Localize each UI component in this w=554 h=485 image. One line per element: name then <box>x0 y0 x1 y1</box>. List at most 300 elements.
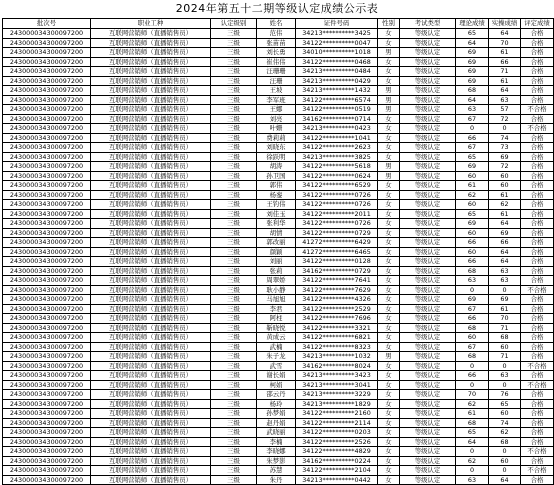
result-cell: 合格 <box>521 304 554 314</box>
table-row <box>3 371 554 381</box>
level-cell: 三级 <box>211 323 257 333</box>
name-cell: 李晓娜 <box>257 447 296 457</box>
id-number-cell: 34122**********4326 <box>296 295 378 305</box>
table-row <box>3 466 554 476</box>
practical-score-cell: 64 <box>489 219 521 229</box>
exam-type-cell: 等级认定 <box>400 38 456 48</box>
level-cell: 三级 <box>211 456 257 466</box>
level-cell: 三级 <box>211 475 257 485</box>
theory-score-cell: 65 <box>456 152 489 162</box>
table-row <box>3 228 554 238</box>
gender-cell: 女 <box>378 409 400 419</box>
id-number-cell: 34213**********3229 <box>296 390 378 400</box>
batch-number-cell: 243000034300097200 <box>3 124 91 134</box>
occupation-cell: 互联网营销师（直播销售员） <box>91 190 211 200</box>
batch-number-cell: 243000034300097200 <box>3 143 91 153</box>
batch-number-cell: 243000034300097200 <box>3 475 91 485</box>
practical-score-cell: 69 <box>489 152 521 162</box>
gender-cell: 男 <box>378 95 400 105</box>
theory-score-cell: 68 <box>456 323 489 333</box>
result-cell: 不合格 <box>521 380 554 390</box>
gender-cell: 男 <box>378 105 400 115</box>
occupation-cell: 互联网营销师（直播销售员） <box>91 276 211 286</box>
theory-score-cell: 67 <box>456 143 489 153</box>
practical-score-cell: 0 <box>489 285 521 295</box>
level-cell: 三级 <box>211 409 257 419</box>
batch-number-cell: 243000034300097200 <box>3 371 91 381</box>
name-cell: 柯娟 <box>257 380 296 390</box>
gender-cell: 女 <box>378 38 400 48</box>
exam-type-cell: 等级认定 <box>400 399 456 409</box>
table-row <box>3 171 554 181</box>
table-row <box>3 380 554 390</box>
id-number-cell: 34213**********0484 <box>296 67 378 77</box>
level-cell: 三级 <box>211 333 257 343</box>
batch-number-cell: 243000034300097200 <box>3 38 91 48</box>
level-cell: 三级 <box>211 428 257 438</box>
occupation-cell: 互联网营销师（直播销售员） <box>91 257 211 267</box>
occupation-cell: 互联网营销师（直播销售员） <box>91 38 211 48</box>
table-row <box>3 114 554 124</box>
id-number-cell: 34122**********2623 <box>296 143 378 153</box>
table-row <box>3 428 554 438</box>
practical-score-cell: 68 <box>489 333 521 343</box>
table-row <box>3 219 554 229</box>
occupation-cell: 互联网营销师（直播销售员） <box>91 171 211 181</box>
batch-number-cell: 243000034300097200 <box>3 437 91 447</box>
table-row <box>3 418 554 428</box>
batch-number-cell: 243000034300097200 <box>3 181 91 191</box>
result-cell: 合格 <box>521 418 554 428</box>
gender-cell: 女 <box>378 295 400 305</box>
id-number-cell: 34122**********6529 <box>296 181 378 191</box>
name-cell: 谢长娟 <box>257 371 296 381</box>
theory-score-cell: 63 <box>456 105 489 115</box>
occupation-cell: 互联网营销师（直播销售员） <box>91 114 211 124</box>
practical-score-cell: 64 <box>489 247 521 257</box>
id-number-cell: 34122**********6574 <box>296 95 378 105</box>
name-cell: 杨銮 <box>257 190 296 200</box>
gender-cell: 女 <box>378 276 400 286</box>
exam-type-cell: 等级认定 <box>400 48 456 58</box>
result-cell: 不合格 <box>521 285 554 295</box>
occupation-cell: 互联网营销师（直播销售员） <box>91 323 211 333</box>
gender-cell: 女 <box>378 361 400 371</box>
practical-score-cell: 70 <box>489 38 521 48</box>
level-cell: 三级 <box>211 133 257 143</box>
batch-number-cell: 243000034300097200 <box>3 200 91 210</box>
result-cell: 合格 <box>521 238 554 248</box>
level-cell: 三级 <box>211 342 257 352</box>
name-cell: 颜颖 <box>257 247 296 257</box>
exam-type-cell: 等级认定 <box>400 456 456 466</box>
result-cell: 合格 <box>521 314 554 324</box>
occupation-cell: 互联网营销师（直播销售员） <box>91 314 211 324</box>
level-cell: 三级 <box>211 295 257 305</box>
level-cell: 三级 <box>211 314 257 324</box>
practical-score-cell: 60 <box>489 171 521 181</box>
name-cell: 邵云丹 <box>257 390 296 400</box>
exam-type-cell: 等级认定 <box>400 409 456 419</box>
name-cell: 张利华 <box>257 219 296 229</box>
practical-score-cell: 71 <box>489 67 521 77</box>
theory-score-cell: 64 <box>456 437 489 447</box>
gender-cell: 女 <box>378 333 400 343</box>
batch-number-cell: 243000034300097200 <box>3 361 91 371</box>
level-cell: 三级 <box>211 304 257 314</box>
id-number-cell: 34122**********7629 <box>296 285 378 295</box>
gender-cell: 女 <box>378 399 400 409</box>
id-number-cell: 34162**********8024 <box>296 361 378 371</box>
gender-cell: 男 <box>378 48 400 58</box>
name-cell: 朱梦影 <box>257 456 296 466</box>
exam-type-cell: 等级认定 <box>400 266 456 276</box>
level-cell: 三级 <box>211 95 257 105</box>
table-row <box>3 390 554 400</box>
occupation-cell: 互联网营销师（直播销售员） <box>91 86 211 96</box>
exam-type-cell: 等级认定 <box>400 124 456 134</box>
practical-score-cell: 60 <box>489 456 521 466</box>
id-number-cell: 34213**********0429 <box>296 76 378 86</box>
result-cell: 合格 <box>521 171 554 181</box>
level-cell: 三级 <box>211 266 257 276</box>
occupation-cell: 互联网营销师（直播销售员） <box>91 380 211 390</box>
theory-score-cell: 0 <box>456 380 489 390</box>
result-cell: 合格 <box>521 48 554 58</box>
practical-score-cell: 69 <box>489 295 521 305</box>
name-cell: 范伟 <box>257 29 296 39</box>
result-cell: 合格 <box>521 133 554 143</box>
result-cell: 合格 <box>521 200 554 210</box>
id-number-cell: 34122**********2526 <box>296 437 378 447</box>
theory-score-cell: 65 <box>456 29 489 39</box>
name-cell: 阿柱 <box>257 314 296 324</box>
theory-score-cell: 67 <box>456 304 489 314</box>
practical-score-cell: 0 <box>489 124 521 134</box>
level-cell: 三级 <box>211 247 257 257</box>
practical-score-cell: 60 <box>489 409 521 419</box>
level-cell: 三级 <box>211 209 257 219</box>
level-cell: 三级 <box>211 371 257 381</box>
name-cell: 武晓丽 <box>257 428 296 438</box>
exam-type-cell: 等级认定 <box>400 95 456 105</box>
occupation-cell: 互联网营销师（直播销售员） <box>91 333 211 343</box>
batch-number-cell: 243000034300097200 <box>3 390 91 400</box>
theory-score-cell: 65 <box>456 428 489 438</box>
practical-score-cell: 76 <box>489 390 521 400</box>
name-cell: 赵丹娟 <box>257 418 296 428</box>
name-cell: 王钓伟 <box>257 200 296 210</box>
result-cell: 合格 <box>521 209 554 219</box>
theory-score-cell: 66 <box>456 371 489 381</box>
practical-score-cell: 71 <box>489 352 521 362</box>
gender-cell: 女 <box>378 57 400 67</box>
level-cell: 三级 <box>211 171 257 181</box>
batch-number-cell: 243000034300097200 <box>3 342 91 352</box>
gender-cell: 男 <box>378 352 400 362</box>
batch-number-cell: 243000034300097200 <box>3 314 91 324</box>
level-cell: 三级 <box>211 228 257 238</box>
occupation-cell: 互联网营销师（直播销售员） <box>91 152 211 162</box>
practical-score-cell: 61 <box>489 190 521 200</box>
batch-number-cell: 243000034300097200 <box>3 295 91 305</box>
header-occupation: 职业工种 <box>91 19 211 29</box>
table-row <box>3 342 554 352</box>
occupation-cell: 互联网营销师（直播销售员） <box>91 200 211 210</box>
exam-type-cell: 等级认定 <box>400 29 456 39</box>
table-row <box>3 29 554 39</box>
batch-number-cell: 243000034300097200 <box>3 95 91 105</box>
header-exam-type: 考试类型 <box>400 19 456 29</box>
theory-score-cell: 69 <box>456 67 489 77</box>
name-cell: 杨玲 <box>257 399 296 409</box>
table-row <box>3 238 554 248</box>
table-row <box>3 86 554 96</box>
table-body <box>3 29 554 485</box>
occupation-cell: 互联网营销师（直播销售员） <box>91 447 211 457</box>
header-practical-score: 实操成绩 <box>489 19 521 29</box>
practical-score-cell: 64 <box>489 475 521 485</box>
result-cell: 合格 <box>521 456 554 466</box>
table-row <box>3 361 554 371</box>
batch-number-cell: 243000034300097200 <box>3 48 91 58</box>
theory-score-cell: 60 <box>456 228 489 238</box>
theory-score-cell: 65 <box>456 209 489 219</box>
level-cell: 三级 <box>211 143 257 153</box>
name-cell: 周翠娇 <box>257 276 296 286</box>
batch-number-cell: 243000034300097200 <box>3 219 91 229</box>
result-cell: 合格 <box>521 352 554 362</box>
name-cell: 崔伟伟 <box>257 57 296 67</box>
result-cell: 合格 <box>521 390 554 400</box>
level-cell: 三级 <box>211 285 257 295</box>
table-row <box>3 399 554 409</box>
exam-type-cell: 等级认定 <box>400 133 456 143</box>
batch-number-cell: 243000034300097200 <box>3 171 91 181</box>
name-cell: 耿小静 <box>257 285 296 295</box>
occupation-cell: 互联网营销师（直播销售员） <box>91 124 211 134</box>
exam-type-cell: 等级认定 <box>400 295 456 305</box>
table-row <box>3 333 554 343</box>
gender-cell: 女 <box>378 181 400 191</box>
exam-type-cell: 等级认定 <box>400 380 456 390</box>
occupation-cell: 互联网营销师（直播销售员） <box>91 133 211 143</box>
level-cell: 三级 <box>211 181 257 191</box>
batch-number-cell: 243000034300097200 <box>3 162 91 172</box>
batch-number-cell: 243000034300097200 <box>3 380 91 390</box>
table-row <box>3 162 554 172</box>
name-cell: 朱丹 <box>257 475 296 485</box>
id-number-cell: 34122**********0519 <box>296 105 378 115</box>
practical-score-cell: 66 <box>489 57 521 67</box>
occupation-cell: 互联网营销师（直播销售员） <box>91 428 211 438</box>
theory-score-cell: 69 <box>456 295 489 305</box>
practical-score-cell: 65 <box>489 399 521 409</box>
id-number-cell: 34122**********0726 <box>296 200 378 210</box>
name-cell: 武雪 <box>257 361 296 371</box>
gender-cell: 女 <box>378 124 400 134</box>
occupation-cell: 互联网营销师（直播销售员） <box>91 304 211 314</box>
table-row <box>3 276 554 286</box>
name-cell: 朱子龙 <box>257 352 296 362</box>
table-row <box>3 57 554 67</box>
exam-type-cell: 等级认定 <box>400 447 456 457</box>
level-cell: 三级 <box>211 38 257 48</box>
occupation-cell: 互联网营销师（直播销售员） <box>91 466 211 476</box>
occupation-cell: 互联网营销师（直播销售员） <box>91 437 211 447</box>
id-number-cell: 34213**********1829 <box>296 399 378 409</box>
level-cell: 三级 <box>211 105 257 115</box>
exam-type-cell: 等级认定 <box>400 209 456 219</box>
table-row <box>3 314 554 324</box>
table-header-row <box>3 19 554 29</box>
occupation-cell: 互联网营销师（直播销售员） <box>91 95 211 105</box>
id-number-cell: 34162**********0714 <box>296 114 378 124</box>
practical-score-cell: 72 <box>489 162 521 172</box>
id-number-cell: 34122**********5618 <box>296 162 378 172</box>
level-cell: 三级 <box>211 48 257 58</box>
practical-score-cell: 64 <box>489 29 521 39</box>
practical-score-cell: 68 <box>489 437 521 447</box>
gender-cell: 女 <box>378 418 400 428</box>
level-cell: 三级 <box>211 114 257 124</box>
name-cell: 刘佳玉 <box>257 209 296 219</box>
theory-score-cell: 66 <box>456 133 489 143</box>
result-cell: 合格 <box>521 295 554 305</box>
theory-score-cell: 60 <box>456 200 489 210</box>
result-cell: 合格 <box>521 371 554 381</box>
result-cell: 合格 <box>521 257 554 267</box>
table-row <box>3 181 554 191</box>
batch-number-cell: 243000034300097200 <box>3 152 91 162</box>
practical-score-cell: 61 <box>489 48 521 58</box>
id-number-cell: 34162**********0729 <box>296 266 378 276</box>
theory-score-cell: 67 <box>456 342 489 352</box>
table-row <box>3 38 554 48</box>
practical-score-cell: 61 <box>489 76 521 86</box>
gender-cell: 女 <box>378 380 400 390</box>
batch-number-cell: 243000034300097200 <box>3 67 91 77</box>
occupation-cell: 互联网营销师（直播销售员） <box>91 76 211 86</box>
practical-score-cell: 63 <box>489 95 521 105</box>
name-cell: 李军班 <box>257 95 296 105</box>
gender-cell: 女 <box>378 209 400 219</box>
theory-score-cell: 69 <box>456 219 489 229</box>
exam-type-cell: 等级认定 <box>400 86 456 96</box>
table-row <box>3 409 554 419</box>
theory-score-cell: 62 <box>456 456 489 466</box>
exam-type-cell: 等级认定 <box>400 219 456 229</box>
page-title: 2024年第五十二期等级认定成绩公示表 <box>175 2 379 15</box>
theory-score-cell: 66 <box>456 314 489 324</box>
theory-score-cell: 69 <box>456 162 489 172</box>
id-number-cell: 34122**********0047 <box>296 38 378 48</box>
batch-number-cell: 243000034300097200 <box>3 114 91 124</box>
theory-score-cell: 69 <box>456 48 489 58</box>
table-row <box>3 76 554 86</box>
batch-number-cell: 243000034300097200 <box>3 247 91 257</box>
results-table <box>2 18 554 485</box>
result-cell: 合格 <box>521 67 554 77</box>
name-cell: 苏慧 <box>257 466 296 476</box>
theory-score-cell: 67 <box>456 114 489 124</box>
id-number-cell: 34122**********6821 <box>296 333 378 343</box>
gender-cell: 女 <box>378 190 400 200</box>
header-id-number: 证件号码 <box>296 19 378 29</box>
occupation-cell: 互联网营销师（直播销售员） <box>91 48 211 58</box>
id-number-cell: 41272**********6429 <box>296 238 378 248</box>
batch-number-cell: 243000034300097200 <box>3 418 91 428</box>
gender-cell: 女 <box>378 475 400 485</box>
theory-score-cell: 66 <box>456 238 489 248</box>
practical-score-cell: 71 <box>489 323 521 333</box>
occupation-cell: 互联网营销师（直播销售员） <box>91 162 211 172</box>
result-cell: 合格 <box>521 409 554 419</box>
table-row <box>3 456 554 466</box>
practical-score-cell: 74 <box>489 133 521 143</box>
exam-type-cell: 等级认定 <box>400 114 456 124</box>
occupation-cell: 互联网营销师（直播销售员） <box>91 105 211 115</box>
result-cell: 不合格 <box>521 105 554 115</box>
table-row <box>3 133 554 143</box>
name-cell: 胡涛 <box>257 162 296 172</box>
occupation-cell: 互联网营销师（直播销售员） <box>91 475 211 485</box>
gender-cell: 女 <box>378 238 400 248</box>
name-cell: 费莉莉 <box>257 133 296 143</box>
result-cell: 合格 <box>521 323 554 333</box>
result-cell: 合格 <box>521 190 554 200</box>
name-cell: 孙卫国 <box>257 171 296 181</box>
occupation-cell: 互联网营销师（直播销售员） <box>91 238 211 248</box>
level-cell: 三级 <box>211 361 257 371</box>
gender-cell: 女 <box>378 428 400 438</box>
level-cell: 三级 <box>211 162 257 172</box>
exam-type-cell: 等级认定 <box>400 76 456 86</box>
gender-cell: 女 <box>378 133 400 143</box>
batch-number-cell: 243000034300097200 <box>3 304 91 314</box>
level-cell: 三级 <box>211 276 257 286</box>
name-cell: 马旭旭 <box>257 295 296 305</box>
table-row <box>3 48 554 58</box>
name-cell: 王娜 <box>257 105 296 115</box>
batch-number-cell: 243000034300097200 <box>3 228 91 238</box>
level-cell: 三级 <box>211 124 257 134</box>
result-cell: 合格 <box>521 266 554 276</box>
level-cell: 三级 <box>211 152 257 162</box>
level-cell: 三级 <box>211 466 257 476</box>
header-level: 认定级别 <box>211 19 257 29</box>
level-cell: 三级 <box>211 390 257 400</box>
theory-score-cell: 68 <box>456 352 489 362</box>
batch-number-cell: 243000034300097200 <box>3 190 91 200</box>
gender-cell: 女 <box>378 67 400 77</box>
occupation-cell: 互联网营销师（直播销售员） <box>91 409 211 419</box>
batch-number-cell: 243000034300097200 <box>3 133 91 143</box>
table-row <box>3 209 554 219</box>
theory-score-cell: 70 <box>456 390 489 400</box>
theory-score-cell: 68 <box>456 418 489 428</box>
occupation-cell: 互联网营销师（直播销售员） <box>91 209 211 219</box>
exam-type-cell: 等级认定 <box>400 285 456 295</box>
id-number-cell: 34122**********8323 <box>296 342 378 352</box>
occupation-cell: 互联网营销师（直播销售员） <box>91 361 211 371</box>
exam-type-cell: 等级认定 <box>400 200 456 210</box>
result-cell: 合格 <box>521 475 554 485</box>
gender-cell: 女 <box>378 466 400 476</box>
id-number-cell: 34122**********4829 <box>296 447 378 457</box>
gender-cell: 女 <box>378 219 400 229</box>
practical-score-cell: 73 <box>489 143 521 153</box>
